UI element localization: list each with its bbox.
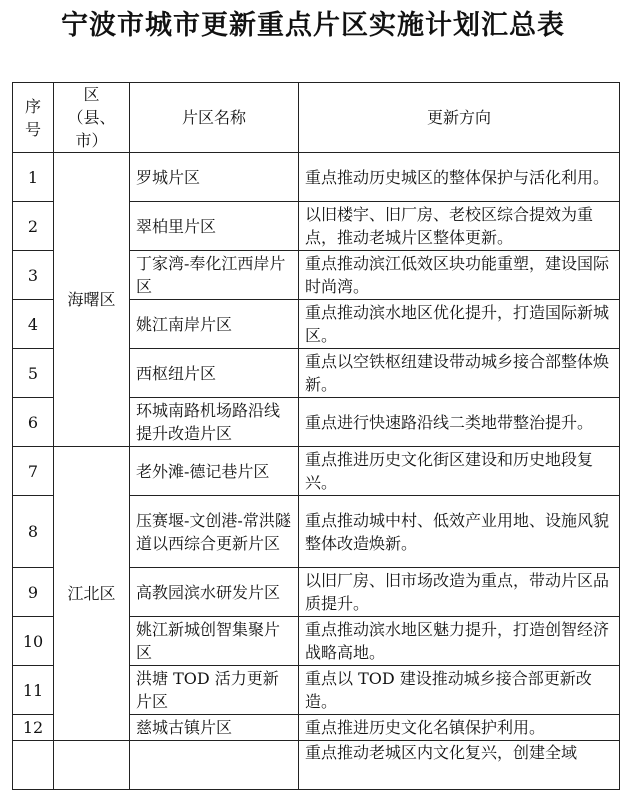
table-header-row <box>13 83 620 153</box>
update-direction: 重点推动城中村、低效产业用地、设施风貌整体改造焕新。 <box>299 496 620 568</box>
update-direction: 重点推动滨水地区优化提升，打造国际新城区。 <box>299 300 620 349</box>
update-direction: 重点推动历史城区的整体保护与活化利用。 <box>299 153 620 202</box>
update-direction: 重点推动滨江低效区块功能重塑，建设国际时尚湾。 <box>299 251 620 300</box>
row-index: 11 <box>13 666 54 715</box>
header-index: 序号 <box>13 83 54 153</box>
row-index: 6 <box>13 398 54 447</box>
area-name: 老外滩-德记巷片区 <box>130 447 299 496</box>
row-index: 12 <box>13 715 54 741</box>
update-direction: 重点推进历史文化名镇保护利用。 <box>299 715 620 741</box>
table-row <box>13 447 620 496</box>
row-index: 9 <box>13 568 54 617</box>
header-direction: 更新方向 <box>299 83 620 153</box>
district-cell: 江北区 <box>54 447 130 741</box>
area-name: 姚江新城创智集聚片区 <box>130 617 299 666</box>
plan-summary-table <box>12 82 620 790</box>
area-name: 环城南路机场路沿线提升改造片区 <box>130 398 299 447</box>
district-cell <box>54 741 130 790</box>
update-direction: 重点以 TOD 建设推动城乡接合部更新改造。 <box>299 666 620 715</box>
update-direction: 重点以空铁枢纽建设带动城乡接合部整体焕新。 <box>299 349 620 398</box>
row-index: 10 <box>13 617 54 666</box>
area-name: 洪塘 TOD 活力更新片区 <box>130 666 299 715</box>
row-index: 8 <box>13 496 54 568</box>
area-name: 压赛堰-文创港-常洪隧道以西综合更新片区 <box>130 496 299 568</box>
area-name: 丁家湾-奉化江西岸片区 <box>130 251 299 300</box>
table-row <box>13 741 620 790</box>
area-name: 高教园滨水研发片区 <box>130 568 299 617</box>
row-index: 1 <box>13 153 54 202</box>
update-direction: 重点推动滨水地区魅力提升，打造创智经济战略高地。 <box>299 617 620 666</box>
row-index: 4 <box>13 300 54 349</box>
area-name: 慈城古镇片区 <box>130 715 299 741</box>
district-cell: 海曙区 <box>54 153 130 447</box>
area-name <box>130 741 299 790</box>
row-index: 5 <box>13 349 54 398</box>
area-name: 姚江南岸片区 <box>130 300 299 349</box>
row-index: 2 <box>13 202 54 251</box>
row-index: 7 <box>13 447 54 496</box>
row-index <box>13 741 54 790</box>
table-row <box>13 153 620 202</box>
area-name: 西枢纽片区 <box>130 349 299 398</box>
header-district: 区（县、市） <box>54 83 130 153</box>
update-direction: 重点进行快速路沿线二类地带整治提升。 <box>299 398 620 447</box>
area-name: 翠柏里片区 <box>130 202 299 251</box>
row-index: 3 <box>13 251 54 300</box>
area-name: 罗城片区 <box>130 153 299 202</box>
update-direction: 重点推动老城区内文化复兴，创建全域 <box>299 741 620 790</box>
update-direction: 以旧楼宇、旧厂房、老校区综合提效为重点，推动老城片区整体更新。 <box>299 202 620 251</box>
update-direction: 重点推进历史文化街区建设和历史地段复兴。 <box>299 447 620 496</box>
header-area-name: 片区名称 <box>130 83 299 153</box>
update-direction: 以旧厂房、旧市场改造为重点，带动片区品质提升。 <box>299 568 620 617</box>
page-title: 宁波市城市更新重点片区实施计划汇总表 <box>61 10 565 41</box>
